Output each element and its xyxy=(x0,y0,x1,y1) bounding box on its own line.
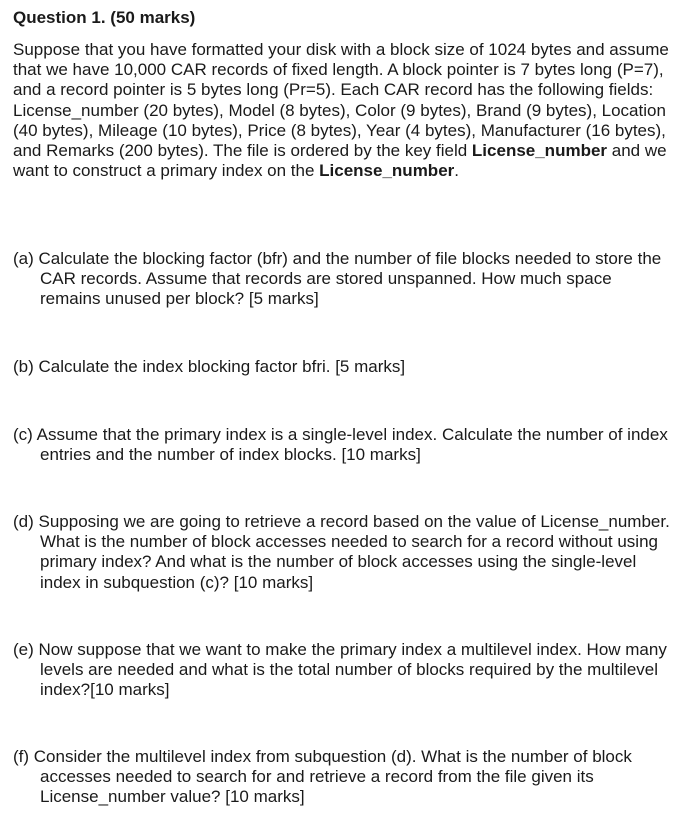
intro-bold-key-field: License_number xyxy=(471,141,608,161)
subquestion-e: (e) Now suppose that we want to make the primary index a multilevel index. How many levels are needed and what is the total number of blocks required by the multilevel index?[10 marks] xyxy=(13,640,667,700)
subquestion-a: (a) Calculate the blocking factor (bfr) and the number of file blocks needed to store the CAR records. Assume that records are stored unspanned. How much space remains unused per block? [5 marks] xyxy=(13,249,662,309)
intro-text-3: . xyxy=(454,161,459,181)
subquestion-c: (c) Assume that the primary index is a single-level index. Calculate the number of index entries and the number of index blocks. [10 marks] xyxy=(13,425,668,465)
intro-bold-index-field: License_number xyxy=(319,161,455,181)
subquestion-f: (f) Consider the multilevel index from subquestion (d). What is the number of block accesses needed to search for and retrieve a record from the file given its License_number value? [10 marks] xyxy=(13,747,632,807)
question-title: Question 1. (50 marks) xyxy=(13,8,196,27)
intro-text-2: and we want to construct a primary index on the xyxy=(13,141,667,181)
document-page xyxy=(13,8,683,181)
intro-text-1: Suppose that you have formatted your disk with a block size of 1024 bytes and assume that we have 10,000 CAR records of fixed length. A block pointer is 7 bytes long (P=7), and a record pointer is 5 bytes long (Pr=5). Each CAR record has the following fields: License_number (20 bytes), Model (8 bytes), Color (9 bytes), Brand (9 bytes), Location (40 bytes), Mileage (10 bytes), Price (8 bytes), Year (4 bytes), Manufacturer (16 bytes), and Remarks (200 bytes). The file is ordered by the key field xyxy=(13,40,669,161)
subquestion-d: (d) Supposing we are going to retrieve a record based on the value of License_number. What is the number of block accesses needed to search for a record without using primary index? And what is the number of block accesses using the single-level index in subquestion (c)? [10 marks] xyxy=(13,512,670,592)
subquestion-b: (b) Calculate the index blocking factor bfri. [5 marks] xyxy=(13,357,406,376)
question-intro xyxy=(13,40,683,181)
